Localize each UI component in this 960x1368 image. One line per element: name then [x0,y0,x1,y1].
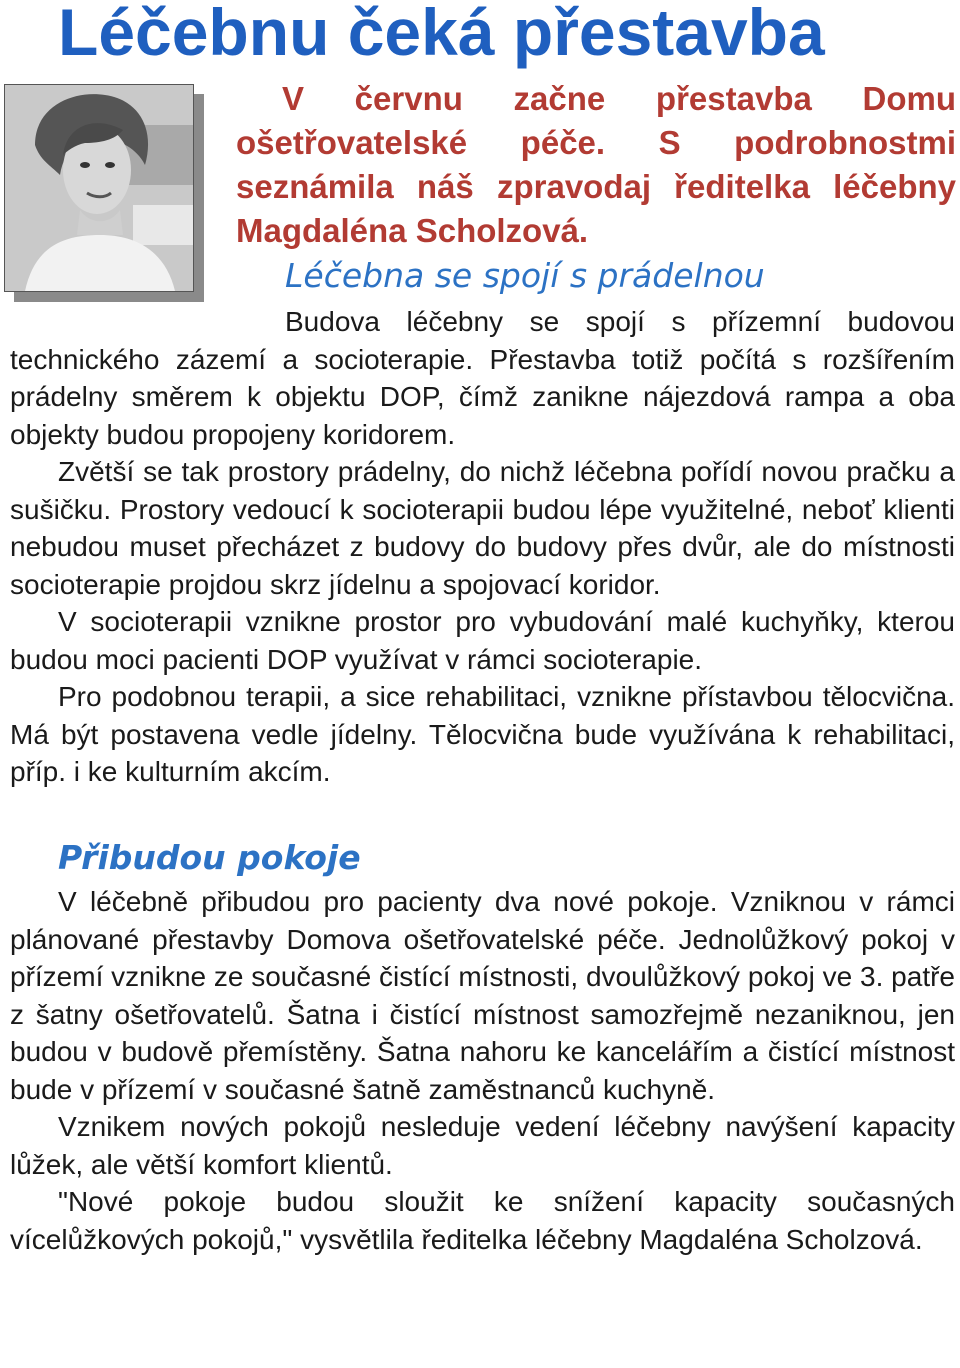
paragraph: Budova léčebny se spojí s přízemní budovou technického zázemí a socioterapie. Přestavba totiž počítá s rozšířením prádelny směrem k objektu DOP, čímž zanikne nájezdová rampa a oba objekty budou propojeny koridorem. [10,306,955,450]
section-body-laundry [10,303,955,791]
section-heading-rooms: Přibudou pokoje [58,838,361,877]
paragraph: V léčebně přibudou pro pacienty dva nové pokoje. Vzniknou v rámci plánované přestavby Domova ošetřovatelské péče. Jednolůžkový pokoj v přízemí vznikne ze současné čistící místnosti, dvoulůžkový pokoj ve 3. patře z šatny ošetřovatelů. Šatna i čistící místnost samozřejmě nezaniknou, jen budou v budově přemístěny. Šatna nahoru ke kancelářím a čistící místnost bude v přízemí v současné šatně zaměstnanců kuchyně. [10,886,955,1105]
section-body-rooms [10,883,955,1258]
portrait-photo [4,84,194,292]
article-lead: V červnu začne přestavba Domu ošetřovatelské péče. S podrobnostmi seznámila náš zpravodaj ředitelka léčebny Magdaléna Scholzová. [236,80,956,249]
section-heading-laundry: Léčebna se spojí s prádelnou [285,256,765,295]
portrait-icon [5,85,193,291]
paragraph: Vznikem nových pokojů nesleduje vedení léčebny navýšení kapacity lůžek, ale větší komfort klientů. [10,1111,955,1180]
paragraph: Zvětší se tak prostory prádelny, do nichž léčebna pořídí novou pračku a sušičku. Prostory vedoucí k socioterapii budou lépe využitelné, neboť klienti nebudou muset přecházet z budovy do budovy přes dvůr, ale do místnosti socioterapie projdou skrz jídelnu a spojovací koridor. [10,456,955,600]
paragraph: "Nové pokoje budou sloužit ke snížení kapacity současných vícelůžkových pokojů," vysvětlila ředitelka léčebny Magdaléna Scholzová. [10,1186,955,1255]
article-title: Léčebnu čeká přestavba [58,0,825,69]
paragraph: Pro podobnou terapii, a sice rehabilitaci, vznikne přístavbou tělocvična. Má být postavena vedle jídelny. Tělocvična bude využívána k rehabilitaci, příp. i ke kulturním akcím. [10,681,955,787]
paragraph: V socioterapii vznikne prostor pro vybudování malé kuchyňky, kterou budou moci pacienti DOP využívat v rámci socioterapie. [10,606,955,675]
